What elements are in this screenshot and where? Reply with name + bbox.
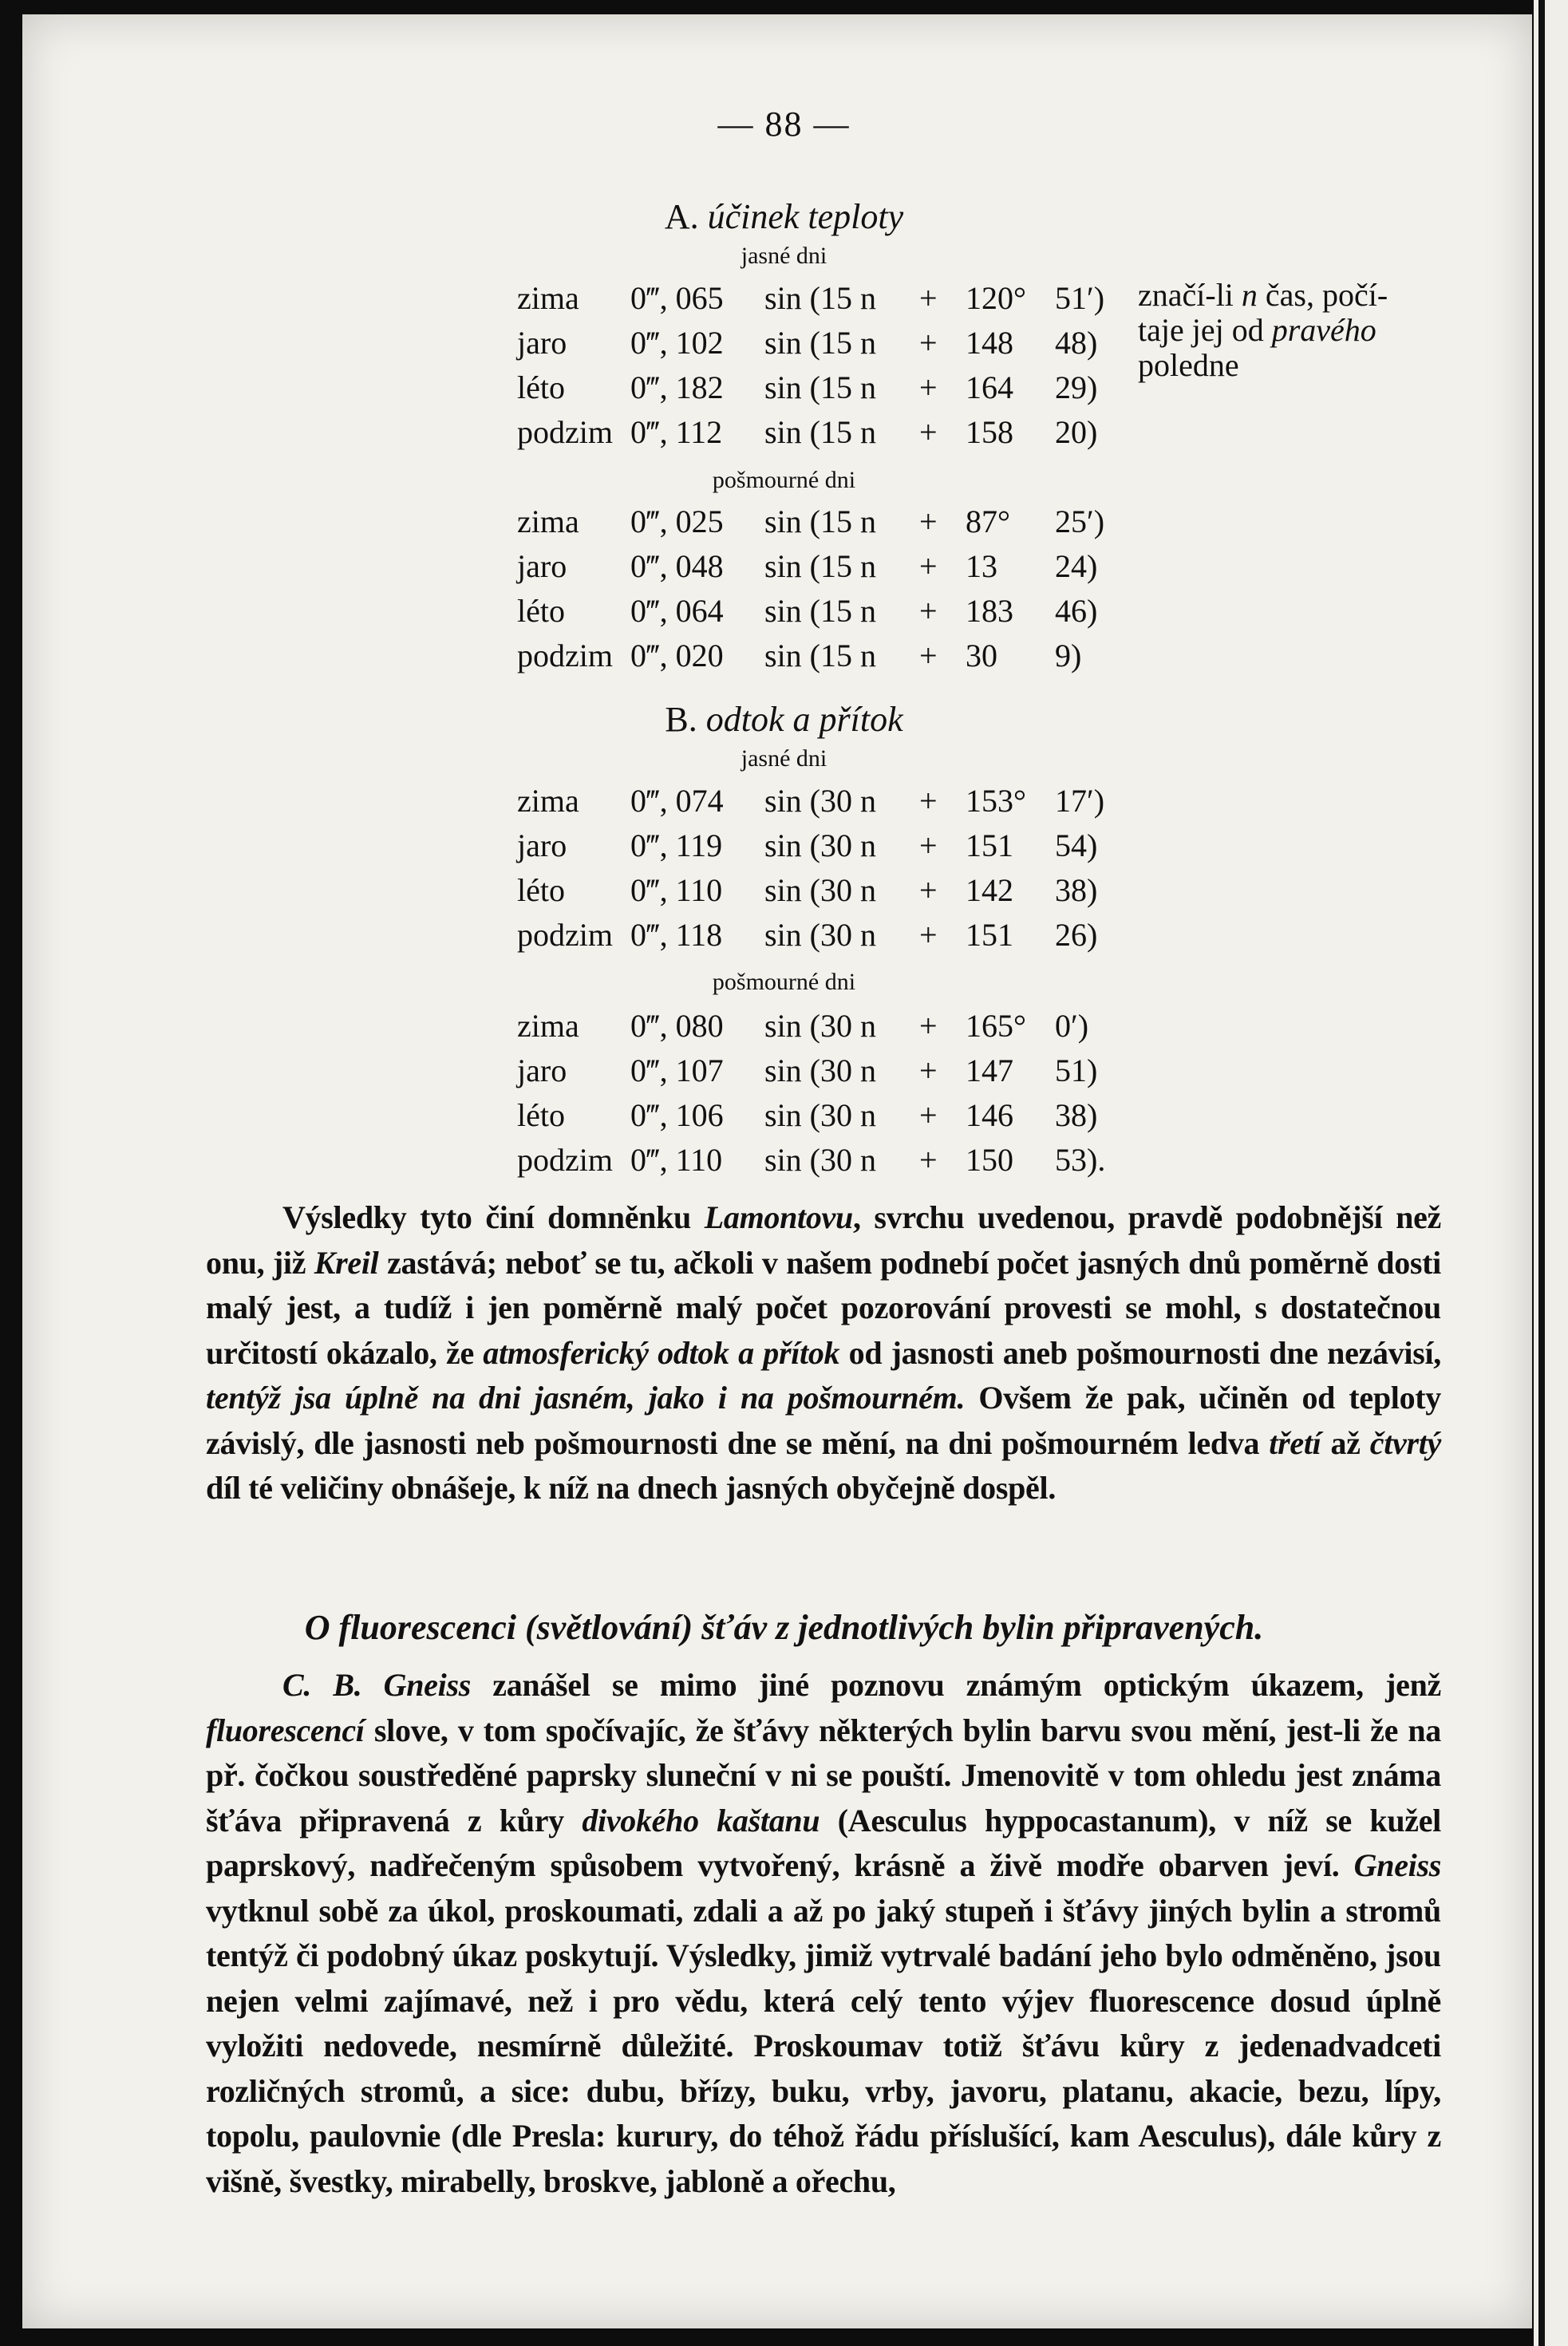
phase-minutes: 48)	[1055, 325, 1098, 361]
coefficient: 0‴, 110	[630, 872, 723, 908]
section-a-label: A.	[664, 197, 699, 236]
phase-minutes: 0′)	[1055, 1008, 1089, 1044]
season: léto	[517, 369, 565, 405]
paragraph-results	[206, 1195, 1441, 1511]
text: , svrchu uvedenou, pravdě podobnější než onu, již	[206, 1199, 1441, 1281]
plus-sign: +	[919, 593, 938, 629]
season: léto	[517, 593, 565, 629]
phase-minutes: 51)	[1055, 1053, 1098, 1088]
sin-term: sin (30 n	[764, 783, 876, 819]
text: od jasnosti aneb pošmournosti dne nezávisí,	[839, 1334, 1441, 1371]
season: léto	[517, 872, 565, 908]
phase-degrees: 13	[966, 548, 997, 584]
phase-minutes: 26)	[1055, 917, 1098, 953]
phase-minutes: 17′)	[1055, 783, 1105, 819]
formula-row	[0, 1052, 1568, 1092]
sin-term: sin (30 n	[764, 1008, 876, 1044]
phase-degrees: 142	[966, 872, 1013, 908]
coefficient: 0‴, 106	[630, 1097, 724, 1133]
phase-degrees: 150	[966, 1142, 1013, 1178]
coefficient: 0‴, 080	[630, 1008, 724, 1044]
formula-row	[0, 637, 1568, 677]
phase-degrees: 151	[966, 827, 1013, 863]
phase-minutes: 9)	[1055, 638, 1082, 673]
emphasis: třetí	[1269, 1424, 1321, 1461]
sin-term: sin (15 n	[764, 593, 876, 629]
term-horse-chestnut: divokého kaštanu	[582, 1802, 820, 1838]
coefficient: 0‴, 110	[630, 1142, 723, 1178]
formula-row	[0, 1096, 1568, 1136]
phase-minutes: 29)	[1055, 369, 1098, 405]
season: zima	[517, 504, 579, 539]
plus-sign: +	[919, 827, 938, 863]
phase-minutes: 25′)	[1055, 504, 1105, 539]
season: jaro	[517, 548, 567, 584]
phase-degrees: 183	[966, 593, 1013, 629]
phase-degrees: 146	[966, 1097, 1013, 1133]
sin-term: sin (15 n	[764, 369, 876, 405]
phase-degrees: 120°	[966, 280, 1026, 316]
phase-degrees: 164	[966, 369, 1013, 405]
sin-term: sin (15 n	[764, 504, 876, 539]
phase-minutes: 51′)	[1055, 280, 1105, 316]
plus-sign: +	[919, 1008, 938, 1044]
sin-term: sin (30 n	[764, 917, 876, 953]
plus-sign: +	[919, 1053, 938, 1088]
season: jaro	[517, 1053, 567, 1088]
sin-term: sin (30 n	[764, 1142, 876, 1178]
plus-sign: +	[919, 1097, 938, 1133]
season: jaro	[517, 325, 567, 361]
season: zima	[517, 1008, 579, 1044]
season: podzim	[517, 1142, 613, 1178]
phase-degrees: 158	[966, 414, 1013, 450]
season: jaro	[517, 827, 567, 863]
text: slove, v tom spočívajíc, že šťávy některých bylin barvu svou mění, jest-li že na př. čočkou soustředěné paprsky sluneční v ni se pouští. Jmenovitě v tom ohledu jest známa šťáva připravená z kůry	[206, 1712, 1441, 1838]
section-a-heading	[0, 196, 1568, 237]
paragraph-fluorescence	[206, 1663, 1441, 2204]
plus-sign: +	[919, 917, 938, 953]
phase-minutes: 54)	[1055, 827, 1098, 863]
sin-term: sin (15 n	[764, 414, 876, 450]
time-note	[1138, 278, 1441, 383]
coefficient: 0‴, 119	[630, 827, 723, 863]
plus-sign: +	[919, 638, 938, 673]
plus-sign: +	[919, 783, 938, 819]
section-b-label: B.	[665, 700, 697, 739]
coefficient: 0‴, 112	[630, 414, 723, 450]
coefficient: 0‴, 074	[630, 783, 724, 819]
plus-sign: +	[919, 414, 938, 450]
sin-term: sin (30 n	[764, 1097, 876, 1133]
phase-degrees: 30	[966, 638, 997, 673]
coefficient: 0‴, 102	[630, 325, 724, 361]
sin-term: sin (30 n	[764, 827, 876, 863]
phase-minutes: 46)	[1055, 593, 1098, 629]
plus-sign: +	[919, 325, 938, 361]
formula-row	[0, 1007, 1568, 1047]
note-text-2: taje jej od	[1138, 312, 1264, 348]
text: díl té veličiny obnášeje, k níž na dnech jasných obyčejně dospěl.	[206, 1470, 1057, 1506]
section-b-clear-label: jasné dni	[741, 745, 827, 772]
note-text-1: značí-li	[1138, 277, 1234, 313]
phase-degrees: 151	[966, 917, 1013, 953]
text: Ovšem že pak, učiněn od teploty závislý, dle jasnosti neb pošmournosti dne se mění, na dni pošmourném ledva	[206, 1380, 1441, 1461]
section-a-title: účinek teploty	[707, 197, 904, 236]
season: zima	[517, 280, 579, 316]
note-text-1b: čas, počí-	[1265, 277, 1388, 313]
name-gneiss: Gneiss	[1353, 1847, 1441, 1883]
phase-minutes: 20)	[1055, 414, 1098, 450]
phase-minutes: 24)	[1055, 548, 1098, 584]
fluorescence-heading: O fluorescenci (světlování) šťáv z jednotlivých bylin připravených.	[304, 1608, 1264, 1647]
plus-sign: +	[919, 1142, 938, 1178]
text: Výsledky tyto činí domněnku	[282, 1199, 705, 1235]
name-lamont: Lamontovu	[704, 1199, 853, 1235]
note-pravy: pravého	[1271, 312, 1376, 348]
phase-degrees: 153°	[966, 783, 1026, 819]
formula-row	[0, 592, 1568, 632]
coefficient: 0‴, 064	[630, 593, 724, 629]
coefficient: 0‴, 107	[630, 1053, 724, 1088]
section-b-title: odtok a přítok	[705, 700, 903, 739]
phase-minutes: 38)	[1055, 1097, 1098, 1133]
formula-row	[0, 547, 1568, 587]
plus-sign: +	[919, 872, 938, 908]
sin-term: sin (15 n	[764, 548, 876, 584]
emphasis: atmosferický odtok a přítok	[483, 1334, 840, 1371]
text: zanášel se mimo jiné poznovu známým optickým úkazem, jenž	[471, 1667, 1441, 1703]
term-fluorescence: fluorescencí	[206, 1712, 365, 1748]
formula-row	[0, 871, 1568, 911]
formula-row	[0, 782, 1568, 822]
emphasis: čtvrtý	[1369, 1424, 1441, 1461]
season: zima	[517, 783, 579, 819]
coefficient: 0‴, 048	[630, 548, 724, 584]
phase-minutes: 38)	[1055, 872, 1098, 908]
section-b-heading	[0, 699, 1568, 740]
sin-term: sin (30 n	[764, 1053, 876, 1088]
plus-sign: +	[919, 280, 938, 316]
section-a-clear-label: jasné dni	[741, 243, 827, 269]
season: léto	[517, 1097, 565, 1133]
sin-term: sin (15 n	[764, 280, 876, 316]
phase-minutes: 53).	[1055, 1142, 1106, 1178]
emphasis: tentýž jsa úplně na dni jasném, jako i na pošmourném.	[206, 1380, 966, 1416]
formula-row	[0, 413, 1568, 453]
plus-sign: +	[919, 369, 938, 405]
note-n: n	[1241, 277, 1258, 313]
phase-degrees: 87°	[966, 504, 1010, 539]
formula-row	[0, 827, 1568, 867]
section-a-cloudy-label: pošmourné dni	[712, 467, 856, 493]
formula-row	[0, 1141, 1568, 1181]
note-text-3: poledne	[1138, 347, 1239, 383]
plus-sign: +	[919, 504, 938, 539]
coefficient: 0‴, 182	[630, 369, 724, 405]
season: podzim	[517, 917, 613, 953]
formula-row	[0, 503, 1568, 543]
phase-degrees: 148	[966, 325, 1013, 361]
sin-term: sin (15 n	[764, 325, 876, 361]
text: až	[1321, 1424, 1370, 1461]
coefficient: 0‴, 020	[630, 638, 724, 673]
coefficient: 0‴, 065	[630, 280, 724, 316]
name-gneiss: C. B. Gneiss	[282, 1667, 471, 1703]
season: podzim	[517, 638, 613, 673]
text: vytknul sobě za úkol, proskoumati, zdali a až po jaký stupeň i šťávy jiných bylin a stromů tentýž či podobný úkaz poskytují. Výsledky, jimiž vytrvalé badání jeho bylo odměněno, jsou nejen velmi zajímavé, než i pro vědu, která celý tento výjev fluorescence dosud úplně vyložiti nedovede, nesmírně důležité. Proskoumav totiž šťávu kůry z jedenadvadceti rozličných stromů, a sice: dubu, břízy, buku, vrby, javoru, platanu, akacie, bezu, lípy, topolu, paulovnie (dle Presla: kurury, do téhož řádu příslušící, kam Aesculus), dále kůry z višně, švestky, mirabelly, broskve, jabloně a ořechu,	[206, 1892, 1441, 2199]
phase-degrees: 147	[966, 1053, 1013, 1088]
coefficient: 0‴, 025	[630, 504, 724, 539]
text: (Aesculus hyppocastanum), v níž se kužel paprskový, nadřečeným spůsobem vytvořený, krásně a živě modře obarven jeví.	[206, 1802, 1441, 1883]
section-b-cloudy-label: pošmourné dni	[712, 969, 856, 995]
plus-sign: +	[919, 548, 938, 584]
coefficient: 0‴, 118	[630, 917, 723, 953]
sin-term: sin (15 n	[764, 638, 876, 673]
name-kreil: Kreil	[314, 1244, 379, 1281]
page-number: — 88 —	[717, 105, 851, 144]
season: podzim	[517, 414, 613, 450]
phase-degrees: 165°	[966, 1008, 1026, 1044]
sin-term: sin (30 n	[764, 872, 876, 908]
formula-row	[0, 916, 1568, 956]
text: zastává; neboť se tu, ačkoli v našem podnebí počet jasných dnů poměrně dosti malý jest, a tudíž i jen poměrně malý počet pozorování provesti se mohl, s dostatečnou určitostí okázalo, že	[206, 1244, 1441, 1371]
